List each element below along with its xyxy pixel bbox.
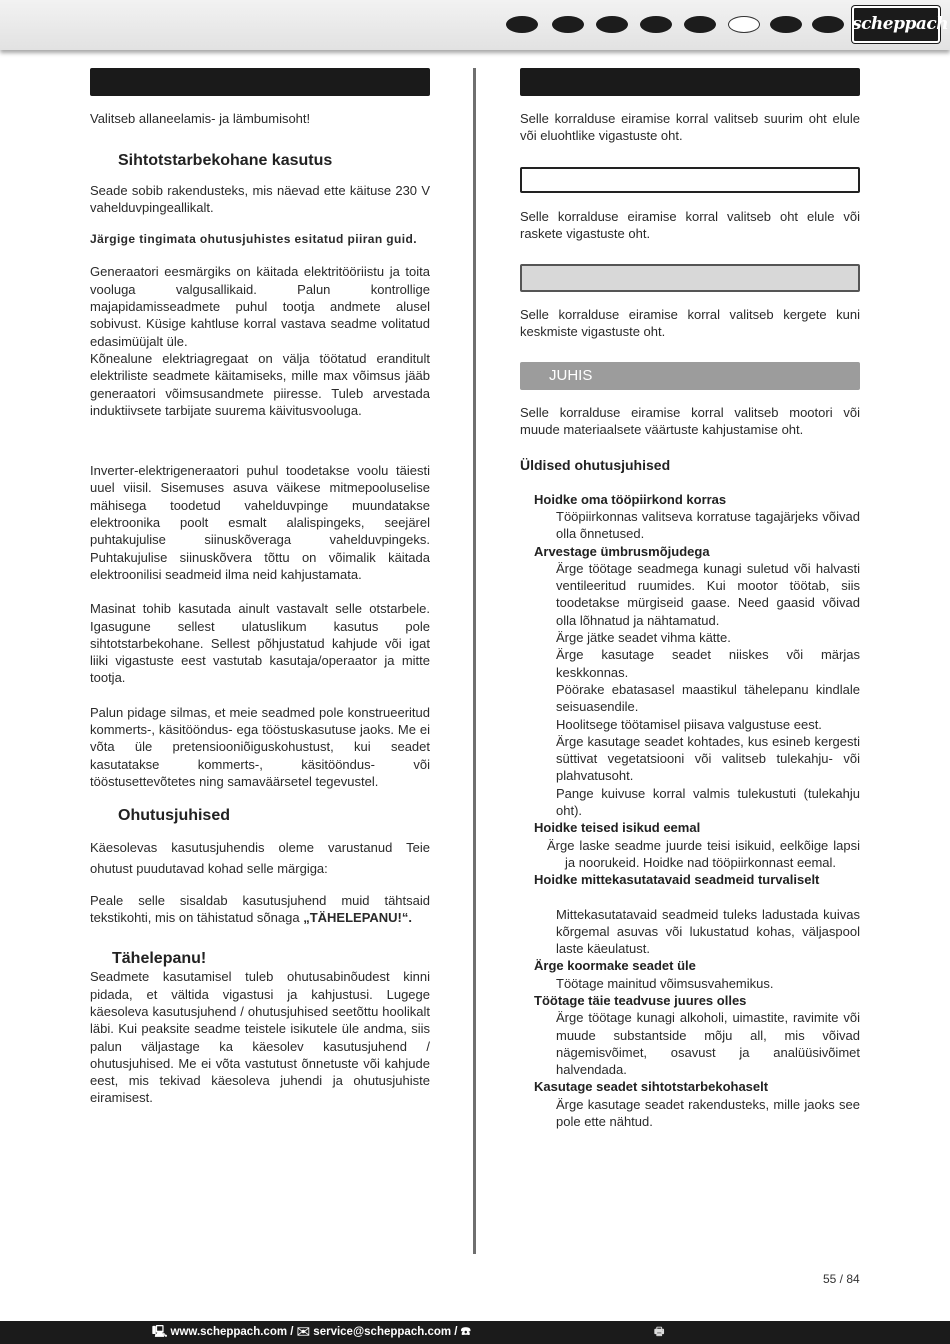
nav-dot-current (728, 16, 760, 33)
nav-dot (770, 16, 802, 33)
nav-dot (552, 16, 584, 33)
paragraph: Palun pidage silmas, et meie seadmed pole konstrueeritud kommerts-, käsitööndus- ega tööstuskasutuse jaoks. Me ei võta üle pretensiooniõiguskohustust, kui seadet kasutatakse kommerts-, käsitööndus- või tööstusettevõtetes ning samaväärsetel tegevustel. (90, 704, 430, 789)
heading-general-safety: Üldised ohutusjuhised (520, 457, 671, 474)
nav-dot (596, 16, 628, 33)
page-number: 55 / 84 (823, 1272, 860, 1286)
nav-dot (684, 16, 716, 33)
section-title: Ärge koormake seadet üle (534, 958, 696, 974)
caution-text: Selle korralduse eiramise korral valitseb kergete kuni keskmiste vigastuste oht. (520, 307, 860, 340)
page-footer (0, 1321, 950, 1344)
hazard-intro: Valitseb allaneelamis- ja lämbumisoht! (90, 111, 311, 126)
left-column (90, 68, 430, 1107)
warning-bar (520, 167, 860, 193)
instruction: Tööpiirkonnas valitseva korratuse tagajärjeks võivad olla õnnetused. (556, 508, 860, 542)
footer-contact (152, 1321, 471, 1344)
section-title: Hoidke teised isikud eemal (534, 820, 701, 836)
section-title: Töötage täie teadvuse juures olles (534, 992, 747, 1008)
section-title: Hoidke oma tööpiirkond korras (534, 491, 727, 507)
footer-text: www.scheppach.com / ✉ service@scheppach.com / ☎ (170, 1326, 471, 1338)
instruction (520, 837, 860, 872)
paragraph: Masinat tohib kasutada ainult vastavalt selle otstarbele. Igasugune sellest ulatuslikum kasutus pole sihtotstarbekohane. Sellest põhjustatud kahjude või igat liiki vigastuste eest vastutab kasutaja/operaator ja mitte tootja. (90, 601, 430, 686)
instruction: Mittekasutatavaid seadmeid tuleks ladustada kuivas kõrgemal asuvas või lukustatud kohas, väljaspool laste käeulatust. (556, 906, 860, 957)
heading-attention: Tähelepanu! (112, 950, 207, 968)
heading-intended-use: Sihtotstarbekohane kasutus (118, 152, 333, 170)
printer-icon: 🖶︎ (654, 1326, 665, 1338)
notice-bar: JUHIS (520, 362, 860, 390)
page-header (0, 0, 950, 50)
heading-safety: Ohutusjuhised (118, 807, 230, 825)
instruction: Ärge töötage seadmega kunagi suletud või halvasti ventileeritud ruumides. Kui mootor töötab, siis toodetakse mürgiseid gaase. Need gaasid võivad olla lõhnatud ja nähtamatud. (556, 560, 860, 628)
column-divider (473, 68, 476, 1254)
nav-dot (506, 16, 538, 33)
hazard-symbol-bar (90, 68, 430, 96)
instruction: Hoolitsege töötamisel piisava valgustuse eest. (556, 716, 822, 732)
caution-bar (520, 264, 860, 292)
instruction: Ärge kasutage seadet rakendusteks, mille jaoks see pole ette nähtud. (556, 1096, 860, 1130)
paragraph (90, 892, 430, 927)
instruction: Pange kuivuse korral valmis tulekustuti (tulekahju oht). (556, 785, 860, 819)
section-title: Hoidke mittekasutatavaid seadmeid turvaliselt (534, 872, 820, 888)
paragraph-bold: Järgige tingimata ohutusjuhistes esitatud piiran guid. (90, 232, 417, 247)
paragraph: Generaatori eesmärgiks on käitada elektritööriistu ja toita vooluga valgusallikaid. Palun kontrollige majapidamisseadmete puhul tootja andmete alusel sobivust. Küsige kahtluse korral vastava seadme volitatud edasimüüjalt üle. (90, 264, 430, 349)
warning-text: Selle korralduse eiramise korral valitseb oht elule või raskete vigastuste oht. (520, 208, 860, 241)
right-column (520, 68, 860, 1130)
danger-text: Selle korralduse eiramise korral valitseb suurim oht elule või eluohtlike vigastuste oht. (520, 111, 860, 144)
section-title: Kasutage seadet sihtotstarbekohaselt (534, 1079, 769, 1095)
nav-dot (640, 16, 672, 33)
paragraph: Seade sobib rakendusteks, mis näevad ette käituse 230 V vahelduvpingeallikalt. (90, 182, 430, 215)
instruction: Töötage mainitud võimsusvahemikus. (556, 975, 774, 991)
attention-word: „TÄHELEPANU!“. (303, 909, 412, 925)
danger-bar (520, 68, 860, 96)
instruction: Ärge jätke seadet vihma kätte. (556, 630, 731, 646)
paragraph: Seadmete kasutamisel tuleb ohutusabinõudest kinni pidada, et vältida vigastusi ja kahjustusi. Lugege käesoleva kasutusjuhend / ohutusjuhised seetõttu hoolikalt läbi. Kui peaksite seadme teistele isikutele üle andma, siis palun väljastage ka käesolev kasutusjuhend / ohutusjuhised. Me ei võta vastutust õnnetuste või kahjude eest, mis tekivad käesoleva juhendi ja ohutusjuhiste eiramisest. (90, 969, 430, 1106)
instruction-text: Ärge laske seadme juurde teisi isikuid, eelkõige lapsi ja noorukeid. Hoidke nad tööpiirkonnast eemal. (547, 837, 860, 870)
instruction: Ärge kasutage seadet kohtades, kus esineb kergesti süttivat vegetatsiooni või valitseb tulekahju- või plahvatusoht. (556, 733, 860, 784)
instruction: Ärge kasutage seadet niiskes või märjas keskkonnas. (556, 647, 860, 680)
section-title: Arvestage ümbrusmõjudega (534, 543, 710, 559)
paragraph-text: Peale selle sisaldab kasutusjuhend muid tähtsaid tekstikohti, mis on tähistatud sõnaga (90, 892, 430, 925)
paragraph: Inverter-elektrigeneraatori puhul toodetakse voolu täiesti uuel viisil. Sisemuses asuva väikese mitmepooluselise mähisega toodetud vahelduvpinge muundatakse elektroonika poolt esmalt alalispingeks, seejärel puhtakujulise siinuskõveraga vahelduvpingeks. Puhtakujulise siinuskõvera tõttu on võimalik käitada elektroonilisi seadmeid ilma neid kahjustamata. (90, 463, 430, 582)
paragraph: Kõnealune elektriagregaat on välja töötatud eranditult elektriliste seadmete käitamiseks, mille max võimsus jääb generaatori võimsusandmete piiresse. Tuleb arvestada induktiivsete tarbijate suurema käivitusvooluga. (90, 350, 430, 418)
nav-dot (812, 16, 844, 33)
computer-icon: 🖳︎ (152, 1326, 171, 1338)
paragraph: Käesolevas kasutusjuhendis oleme varustanud Teie ohutust puudutavad kohad selle märgiga: (90, 839, 430, 876)
instruction: Pöörake ebatasasel maastikul tähelepanu kindlale seisuasendile. (556, 681, 860, 715)
instruction: Ärge töötage kunagi alkoholi, uimastite, ravimite või muude substantside mõju all, mis võivad nägemisvõimet, osavust ja analüüsivõimet halvendada. (556, 1010, 860, 1078)
notice-text: Selle korralduse eiramise korral valitseb mootori või muude materiaalsete väärtuste kahjustamise oht. (520, 404, 860, 438)
brand-logo: scheppach (852, 6, 940, 43)
